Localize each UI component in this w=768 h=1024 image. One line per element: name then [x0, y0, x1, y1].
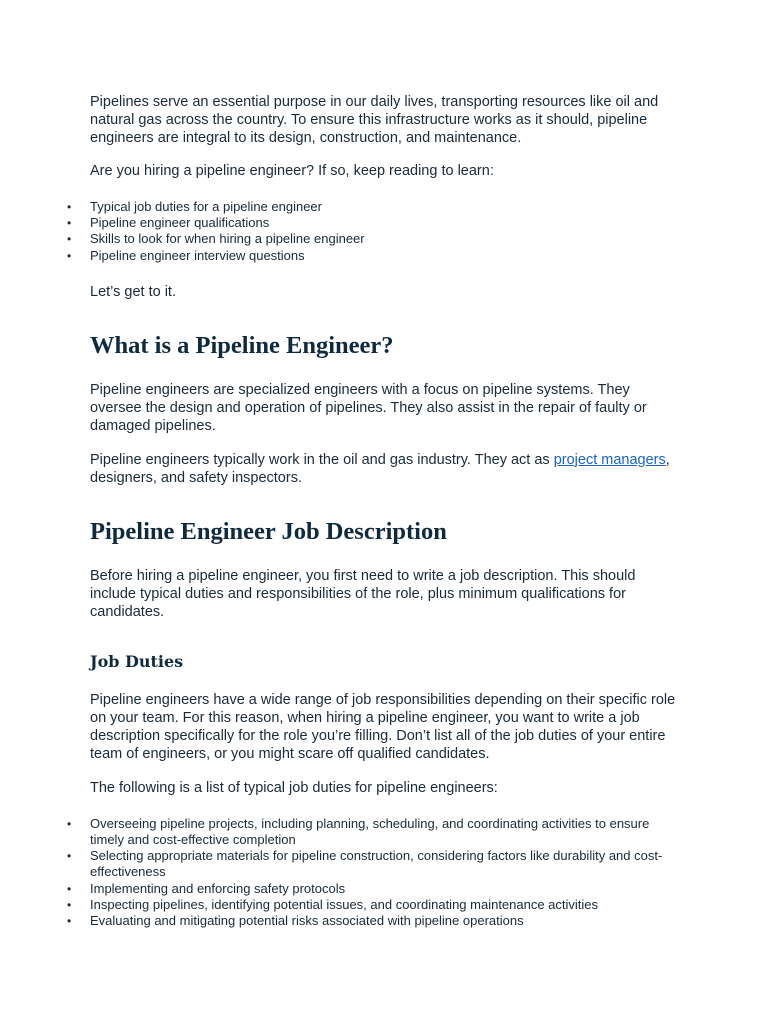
what-text-before: Pipeline engineers typically work in the oil and gas industry. They act as: [90, 451, 554, 468]
heading-what-is: What is a Pipeline Engineer?: [90, 331, 394, 359]
list-item: • Selecting appropriate materials for pipeline construction, considering factors like durability and cost-effectiveness: [90, 848, 682, 880]
duties-list: [90, 816, 682, 929]
list-item: • Pipeline engineer qualifications: [90, 215, 682, 231]
project-managers-link[interactable]: project managers: [553, 451, 666, 468]
duties-paragraph-1: Pipeline engineers have a wide range of job responsibilities depending on their specific role on your team. For this reason, when hiring a pipeline engineer, you want to write a job description specifically for the role you’re filling. Don’t list all of the job duties of your entire team of engineers, or you might scare off qualified candidates.: [90, 691, 676, 762]
heading-job-duties: Job Duties: [90, 651, 184, 671]
intro-closing: Let’s get to it.: [90, 283, 176, 300]
list-item: • Implementing and enforcing safety protocols: [90, 881, 682, 897]
what-text-after: , designers, and safety inspectors.: [90, 451, 670, 486]
what-paragraph-2: [90, 451, 682, 487]
heading-job-description: Pipeline Engineer Job Description: [90, 517, 447, 545]
intro-paragraph: Pipelines serve an essential purpose in our daily lives, transporting resources like oil and natural gas across the country. To ensure this infrastructure works as it should, pipeline engineers are integral to its design, construction, and maintenance.: [90, 94, 659, 146]
intro-question: Are you hiring a pipeline engineer? If so, keep reading to learn:: [90, 163, 494, 179]
document-page: [90, 93, 682, 929]
list-item: • Overseeing pipeline projects, including planning, scheduling, and coordinating activities to ensure timely and cost-effective completion: [90, 816, 682, 848]
list-item: • Inspecting pipelines, identifying potential issues, and coordinating maintenance activities: [90, 897, 682, 913]
job-description-paragraph: Before hiring a pipeline engineer, you first need to write a job description. This should include typical duties and responsibilities of the role, plus minimum qualifications for candidates.: [90, 567, 636, 620]
list-item: • Pipeline engineer interview questions: [90, 248, 682, 264]
duties-paragraph-2: The following is a list of typical job duties for pipeline engineers:: [90, 779, 498, 796]
what-paragraph-1: Pipeline engineers are specialized engineers with a focus on pipeline systems. They oversee the design and operation of pipelines. They also assist in the repair of faulty or damaged pipelines.: [90, 381, 647, 434]
learn-list: [90, 199, 682, 264]
list-item: • Evaluating and mitigating potential risks associated with pipeline operations: [90, 913, 682, 929]
list-item: • Skills to look for when hiring a pipeline engineer: [90, 231, 682, 247]
list-item: • Typical job duties for a pipeline engineer: [90, 199, 682, 215]
